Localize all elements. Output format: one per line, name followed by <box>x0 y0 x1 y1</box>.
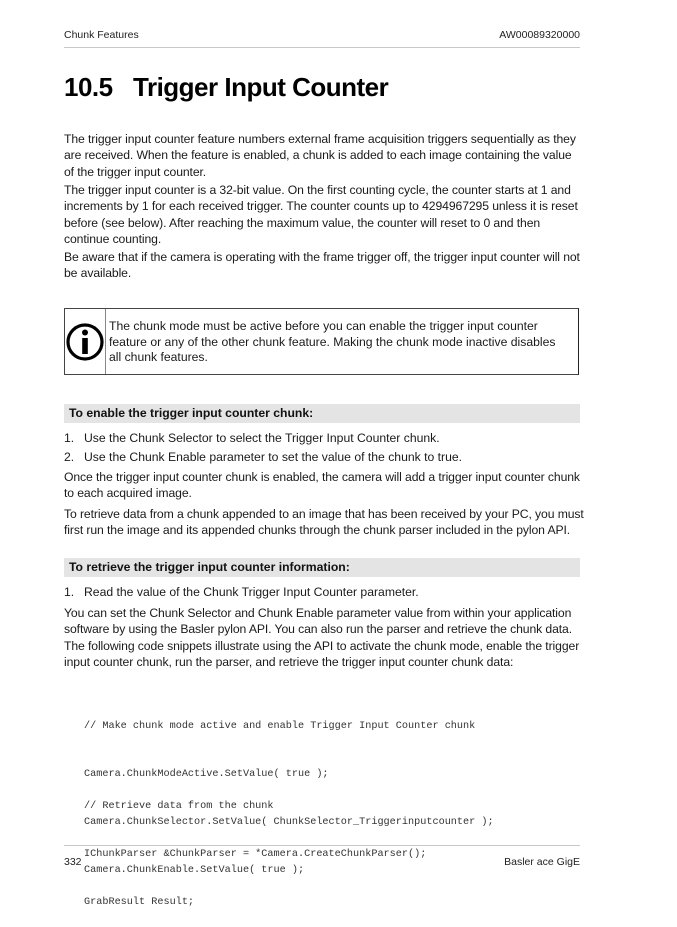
procedure-heading-enable: To enable the trigger input counter chunk: <box>64 404 580 423</box>
list-item <box>64 450 462 464</box>
code-line: IChunkParser &ChunkParser = *Camera.CreateChunkParser(); <box>84 849 427 860</box>
list-item <box>64 585 419 599</box>
list-item <box>64 431 440 445</box>
code-line: Camera.ChunkModeActive.SetValue( true ); <box>84 769 329 780</box>
page-number: 332 <box>64 856 82 868</box>
section-number: 10.5 <box>64 72 113 102</box>
code-line: GrabResult Result; <box>84 897 195 908</box>
running-header-doc-id: AW00089320000 <box>499 29 580 41</box>
footer-product: Basler ace GigE <box>504 856 580 868</box>
body-paragraph: To retrieve data from a chunk appended to an image that has been received by your PC, you must first run the image and its appended chunks through the chunk parser included in the pylon API. <box>64 507 584 538</box>
body-paragraph: You can set the Chunk Selector and Chunk Enable parameter value from within your application software by using the Basler pylon API. You can also run the parser and retrieve the chunk data. The following code snippets illustrate using the API to activate the chunk mode, enable the trigger input counter chunk, run the parser, and retrieve the trigger input counter chunk data: <box>64 606 580 669</box>
code-block-2 <box>84 767 426 927</box>
list-item-text: Read the value of the Chunk Trigger Input Counter parameter. <box>84 585 419 599</box>
running-header-section: Chunk Features <box>64 29 139 41</box>
intro-paragraph: The trigger input counter feature numbers external frame acquisition triggers sequentially as they are received. When the feature is enabled, a chunk is added to each image containing the value of the trigger input counter. <box>64 132 576 179</box>
section-title: Trigger Input Counter <box>133 72 389 102</box>
code-line: Camera.ChunkSelector.SetValue( ChunkSelector_Triggerinputcounter ); <box>84 817 494 828</box>
code-line: Camera.ChunkEnable.SetValue( true ); <box>84 865 305 876</box>
header-rule <box>64 47 580 48</box>
info-icon <box>65 322 105 362</box>
list-item-text: Use the Chunk Enable parameter to set the value of the chunk to true. <box>84 450 463 464</box>
code-line: // Make chunk mode active and enable Trigger Input Counter chunk <box>84 721 476 732</box>
procedure-heading-retrieve: To retrieve the trigger input counter information: <box>64 558 580 577</box>
note-icon-cell <box>65 309 106 374</box>
section-heading <box>64 72 388 103</box>
list-item-number: 1. <box>64 431 75 445</box>
body-paragraph: Once the trigger input counter chunk is enabled, the camera will add a trigger input counter chunk to each acquired image. <box>64 470 580 501</box>
list-item-number: 1. <box>64 585 75 599</box>
note-text: The chunk mode must be active before you can enable the trigger input counter feature or any of the other chunk feature. Making the chunk mode inactive disables all chunk features. <box>109 319 556 364</box>
note-box <box>64 308 579 375</box>
intro-paragraph: The trigger input counter is a 32-bit value. On the first counting cycle, the counter starts at 1 and increments by 1 for each received trigger. The counter counts up to 4294967295 unless it is reset before (see below). After reaching the maximum value, the counter will reset to 0 and then continue counting. <box>64 183 578 246</box>
list-item-text: Use the Chunk Selector to select the Trigger Input Counter chunk. <box>84 431 440 445</box>
intro-paragraph: Be aware that if the camera is operating with the frame trigger off, the trigger input counter will not be available. <box>64 250 580 281</box>
footer-rule <box>64 845 580 846</box>
list-item-number: 2. <box>64 450 75 464</box>
code-line: // Retrieve data from the chunk <box>84 801 274 812</box>
